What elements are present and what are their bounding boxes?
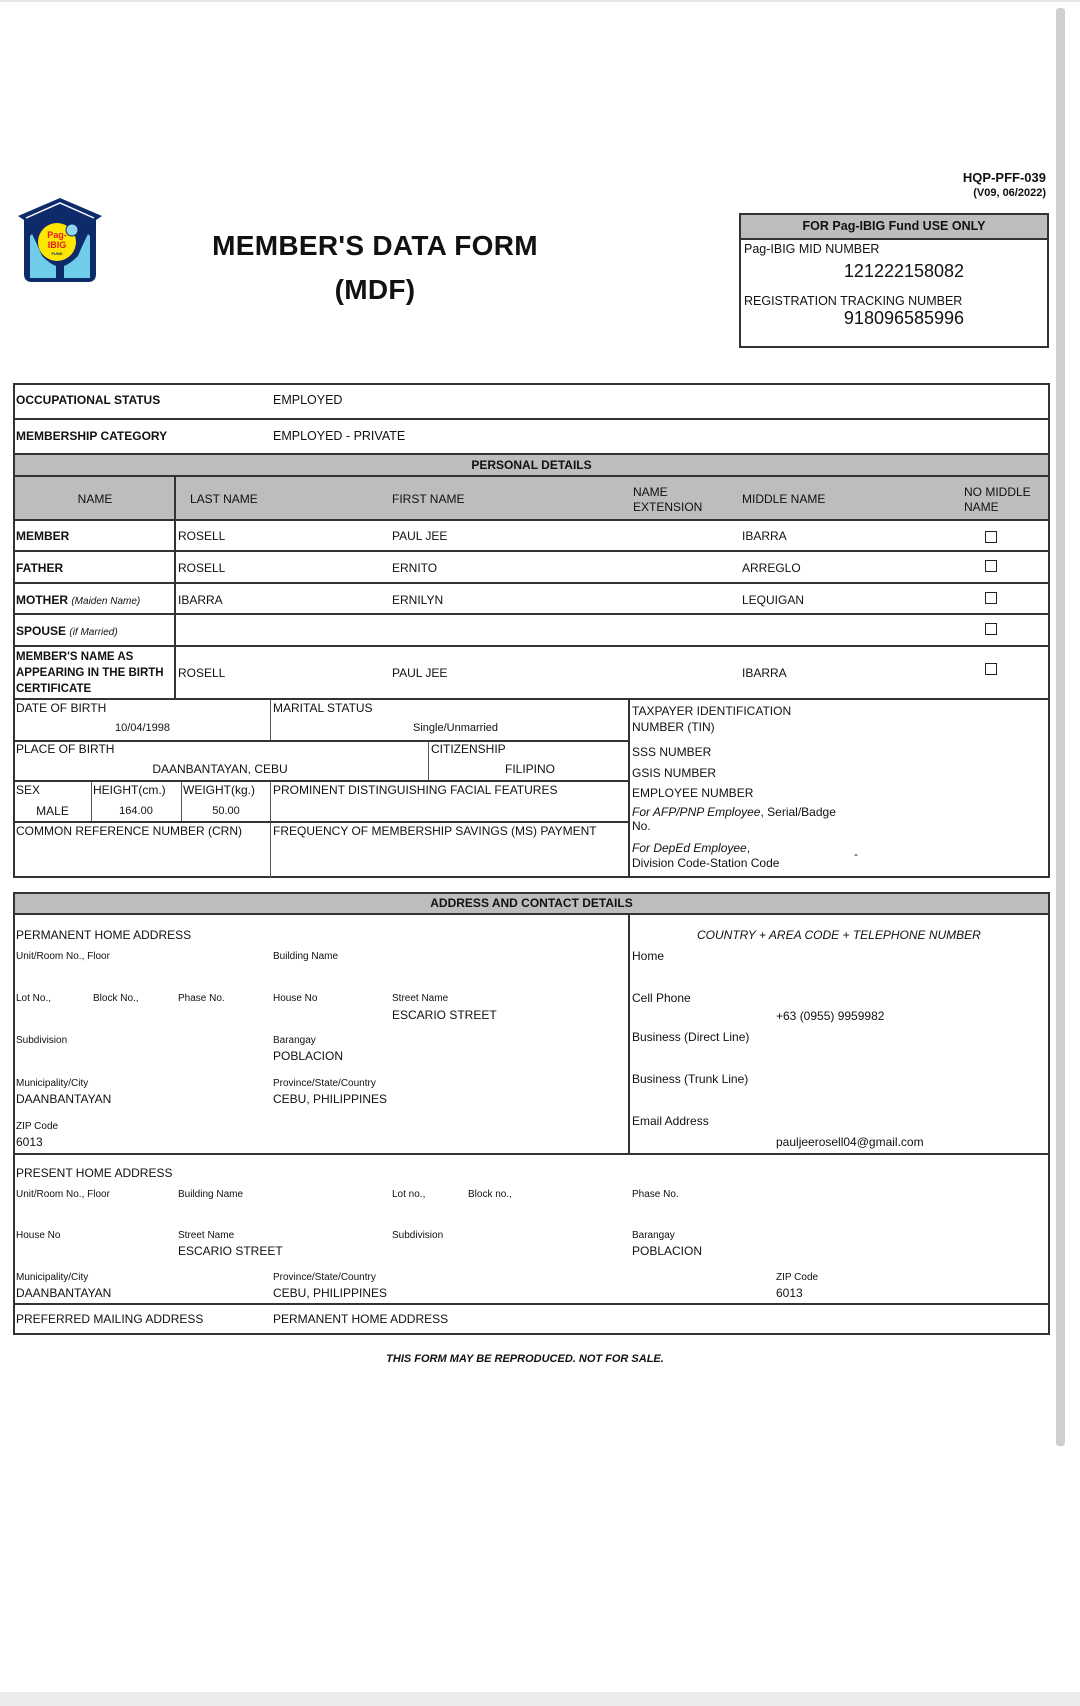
col-name: NAME [77, 492, 113, 506]
email-label: Email Address [632, 1114, 709, 1128]
citizenship-value[interactable]: FILIPINO [504, 762, 555, 776]
logo-text-fund: FUND [51, 251, 63, 256]
height-label: HEIGHT(cm.) [93, 783, 166, 797]
title-line-1: MEMBER'S DATA FORM [212, 230, 538, 261]
row-father-label: FATHER [16, 561, 64, 575]
pres-building-label: Building Name [178, 1189, 244, 1200]
birth-cert-last-name[interactable]: ROSELL [178, 666, 226, 680]
rtn-value: 918096585996 [843, 308, 965, 328]
sss-label: SSS NUMBER [632, 745, 712, 759]
form-code-block [963, 170, 1046, 199]
deped-label: For DepEd Employee, [632, 841, 751, 855]
col-last-name: LAST NAME [190, 492, 258, 506]
col-first-name: FIRST NAME [392, 492, 465, 506]
mailing-address-value[interactable]: PERMANENT HOME ADDRESS [273, 1312, 449, 1326]
address-contact-heading: ADDRESS AND CONTACT DETAILS [430, 896, 633, 910]
gsis-label: GSIS NUMBER [632, 766, 717, 780]
pres-city-value[interactable]: DAANBANTAYAN [16, 1286, 112, 1300]
citizenship-label: CITIZENSHIP [431, 742, 506, 756]
marital-status-label: MARITAL STATUS [273, 701, 373, 715]
father-middle-name[interactable]: ARREGLO [742, 561, 801, 575]
mailing-address-label: PREFERRED MAILING ADDRESS [16, 1312, 204, 1326]
col-no-middle-1: NO MIDDLE [964, 485, 1031, 499]
member-last-name[interactable]: ROSELL [178, 529, 226, 543]
perm-lot-label: Lot No., [16, 993, 52, 1004]
perm-barangay-label: Barangay [273, 1035, 316, 1046]
pob-value[interactable]: DAANBANTAYAN, CEBU [152, 762, 288, 776]
rtn-label: REGISTRATION TRACKING NUMBER [744, 294, 963, 308]
member-first-name[interactable]: PAUL JEE [392, 529, 448, 543]
perm-street-value[interactable]: ESCARIO STREET [392, 1008, 497, 1022]
perm-phase-label: Phase No. [178, 993, 225, 1004]
row-spouse-label: SPOUSE (if Married) [16, 624, 118, 638]
crn-label: COMMON REFERENCE NUMBER (CRN) [16, 824, 242, 838]
phone-format-caption: COUNTRY + AREA CODE + TELEPHONE NUMBER [697, 928, 981, 942]
perm-building-label: Building Name [273, 951, 339, 962]
occupational-status-label: OCCUPATIONAL STATUS [16, 393, 161, 407]
perm-street-label: Street Name [392, 993, 449, 1004]
cell-phone-value[interactable]: +63 (0955) 9959982 [776, 1009, 885, 1023]
perm-city-label: Municipality/City [16, 1078, 89, 1089]
pres-block-label: Block no., [468, 1189, 512, 1200]
pag-ibig-logo [16, 196, 104, 288]
member-no-middle-checkbox[interactable] [985, 531, 997, 543]
sex-value[interactable]: MALE [36, 804, 69, 818]
pres-lot-label: Lot no., [392, 1189, 426, 1200]
dob-label: DATE OF BIRTH [16, 701, 107, 715]
pres-zip-label: ZIP Code [776, 1272, 819, 1283]
membership-category-value[interactable]: EMPLOYED - PRIVATE [273, 429, 406, 443]
home-phone-label: Home [632, 949, 665, 963]
pres-province-value[interactable]: CEBU, PHILIPPINES [273, 1286, 388, 1300]
mother-first-name[interactable]: ERNILYN [392, 593, 444, 607]
fund-use-only-heading: FOR Pag-IBIG Fund USE ONLY [741, 215, 1047, 240]
perm-subdivision-label: Subdivision [16, 1035, 68, 1046]
fund-use-only-box [739, 213, 1049, 348]
pres-province-label: Province/State/Country [273, 1272, 376, 1283]
pres-barangay-value[interactable]: POBLACION [632, 1244, 703, 1258]
mid-number-value: 121222158082 [843, 261, 965, 281]
cell-phone-label: Cell Phone [632, 991, 691, 1005]
present-address-title: PRESENT HOME ADDRESS [16, 1166, 173, 1180]
pres-subdivision-label: Subdivision [392, 1230, 444, 1241]
dob-value[interactable]: 10/04/1998 [114, 722, 171, 734]
father-no-middle-checkbox[interactable] [985, 560, 997, 572]
pres-street-label: Street Name [178, 1230, 235, 1241]
perm-province-label: Province/State/Country [273, 1078, 376, 1089]
pres-zip-value[interactable]: 6013 [776, 1286, 803, 1300]
weight-label: WEIGHT(kg.) [183, 783, 255, 797]
sex-label: SEX [16, 783, 41, 797]
business-trunk-label: Business (Trunk Line) [632, 1072, 749, 1086]
pob-label: PLACE OF BIRTH [16, 742, 115, 756]
col-no-middle-2: NAME [964, 500, 999, 514]
birth-cert-label-3: CERTIFICATE [16, 683, 92, 695]
page-title [200, 224, 550, 312]
mid-number-label: Pag-IBIG MID NUMBER [744, 242, 880, 256]
personal-details-heading: PERSONAL DETAILS [471, 458, 592, 472]
spouse-no-middle-checkbox[interactable] [985, 623, 997, 635]
weight-value[interactable]: 50.00 [212, 805, 240, 817]
pres-house-label: House No [16, 1230, 61, 1241]
birth-cert-label-1: MEMBER'S NAME AS [16, 651, 134, 663]
business-direct-label: Business (Direct Line) [632, 1030, 750, 1044]
employee-number-label: EMPLOYEE NUMBER [632, 786, 754, 800]
row-mother-label: MOTHER (Maiden Name) [16, 593, 141, 607]
birth-cert-label-2: APPEARING IN THE BIRTH [16, 667, 164, 679]
ms-frequency-label: FREQUENCY OF MEMBERSHIP SAVINGS (MS) PAYMENT [273, 824, 597, 838]
logo-text-pag: Pag- [47, 230, 67, 240]
deped-label-2: Division Code-Station Code [632, 856, 780, 870]
member-middle-name[interactable]: IBARRA [742, 529, 787, 543]
tin-label-2: NUMBER (TIN) [632, 720, 715, 734]
birth-cert-middle-name[interactable]: IBARRA [742, 666, 787, 680]
perm-block-label: Block No., [93, 993, 139, 1004]
bottom-edge [0, 1692, 1080, 1706]
birth-cert-no-middle-checkbox[interactable] [985, 663, 997, 675]
perm-province-value[interactable]: CEBU, PHILIPPINES [273, 1092, 388, 1106]
col-name-extension-1: NAME [633, 485, 668, 499]
pres-street-value[interactable]: ESCARIO STREET [178, 1244, 283, 1258]
marital-status-value[interactable]: Single/Unmarried [413, 722, 498, 734]
footer-note: THIS FORM MAY BE REPRODUCED. NOT FOR SALE. [386, 1353, 664, 1365]
perm-city-value[interactable]: DAANBANTAYAN [16, 1092, 112, 1106]
pres-unit-label: Unit/Room No., Floor [16, 1189, 110, 1200]
pres-phase-label: Phase No. [632, 1189, 679, 1200]
perm-zip-value[interactable]: 6013 [16, 1135, 43, 1149]
address-section [13, 892, 1050, 1335]
top-edge [0, 0, 1080, 2]
scrollbar-thumb[interactable] [1056, 8, 1065, 1446]
membership-category-label: MEMBERSHIP CATEGORY [16, 429, 168, 443]
deped-code-value[interactable]: - [854, 847, 858, 861]
occupational-status-value[interactable]: EMPLOYED [273, 393, 343, 407]
permanent-address-title: PERMANENT HOME ADDRESS [16, 928, 192, 942]
perm-zip-label: ZIP Code [16, 1121, 59, 1132]
father-first-name[interactable]: ERNITO [392, 561, 438, 575]
row-member-label: MEMBER [16, 529, 70, 543]
tin-label-1: TAXPAYER IDENTIFICATION [632, 704, 792, 718]
mother-middle-name[interactable]: LEQUIGAN [742, 593, 805, 607]
title-line-2: (MDF) [334, 274, 416, 305]
pres-barangay-label: Barangay [632, 1230, 675, 1241]
perm-house-label: House No [273, 993, 318, 1004]
form-code: HQP-PFF-039 [962, 170, 1046, 185]
col-name-extension-2: EXTENSION [633, 500, 703, 514]
email-value[interactable]: pauljeerosell04@gmail.com [776, 1135, 924, 1149]
logo-text-ibig: IBIG [47, 240, 67, 250]
father-last-name[interactable]: ROSELL [178, 561, 226, 575]
perm-unit-label: Unit/Room No., Floor [16, 951, 110, 962]
pres-city-label: Municipality/City [16, 1272, 89, 1283]
birth-cert-first-name[interactable]: PAUL JEE [392, 666, 448, 680]
mother-no-middle-checkbox[interactable] [985, 592, 997, 604]
facial-features-label: PROMINENT DISTINGUISHING FACIAL FEATURES [273, 783, 558, 797]
afp-pnp-label: For AFP/PNP Employee, Serial/Badge [632, 805, 836, 819]
form-version: (V09, 06/2022) [973, 187, 1046, 199]
perm-barangay-value[interactable]: POBLACION [273, 1049, 344, 1063]
col-middle-name: MIDDLE NAME [742, 492, 826, 506]
mother-last-name[interactable]: IBARRA [178, 593, 223, 607]
height-value[interactable]: 164.00 [119, 805, 153, 817]
afp-pnp-label-2: No. [632, 819, 651, 833]
